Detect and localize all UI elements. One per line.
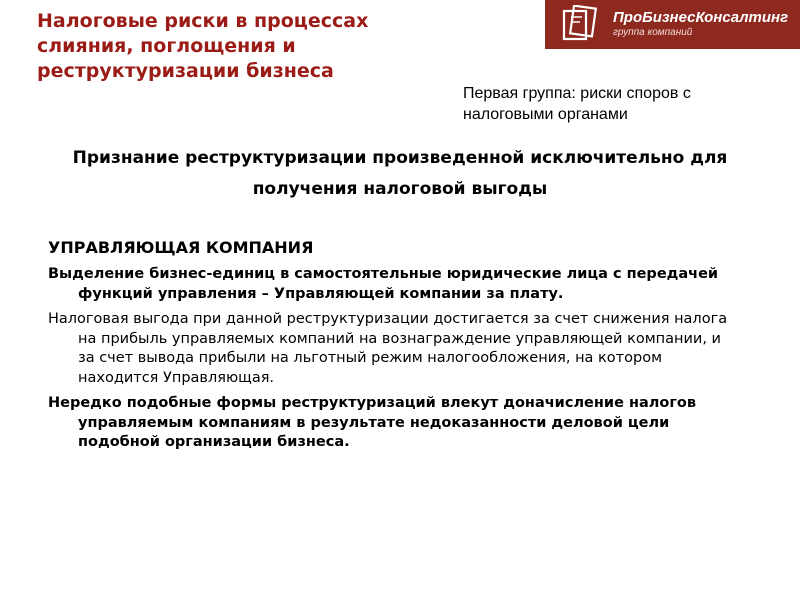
slide-title: Налоговые риски в процессах слияния, поглощения и реструктуризации бизнеса xyxy=(37,10,369,82)
slide-subtitle: Признание реструктуризации произведенной исключительно для получения налоговой выгоды xyxy=(72,148,728,199)
company-logo xyxy=(545,0,800,49)
content-block xyxy=(48,237,728,459)
logo-tagline: группа компаний xyxy=(613,27,693,38)
paragraph-definition: Выделение бизнес-единиц в самостоятельные юридические лица с передачей функций управления – Управляющей компании за плату. xyxy=(48,266,719,302)
paragraph-consequences: Нередко подобные формы реструктуризаций влекут доначисление налогов управляемым компаниям в результате недоказанности деловой цели подобной организации бизнеса. xyxy=(48,395,697,450)
risk-group-label: Первая группа: риски споров с налоговыми органами xyxy=(463,85,691,123)
logo-company-name: ПроБизнесКонсалтинг xyxy=(613,9,789,26)
paragraph-tax-benefit: Налоговая выгода при данной реструктуризации достигается за счет снижения налога на прибыль управляемых компаний на вознаграждение управляющей компании, и за счет вывода прибыли на льготный режим налогообложения, на котором находится Управляющая. xyxy=(48,311,728,386)
section-heading: УПРАВЛЯЮЩАЯ КОМПАНИЯ xyxy=(48,238,314,257)
logo-mark-icon xyxy=(562,5,600,43)
